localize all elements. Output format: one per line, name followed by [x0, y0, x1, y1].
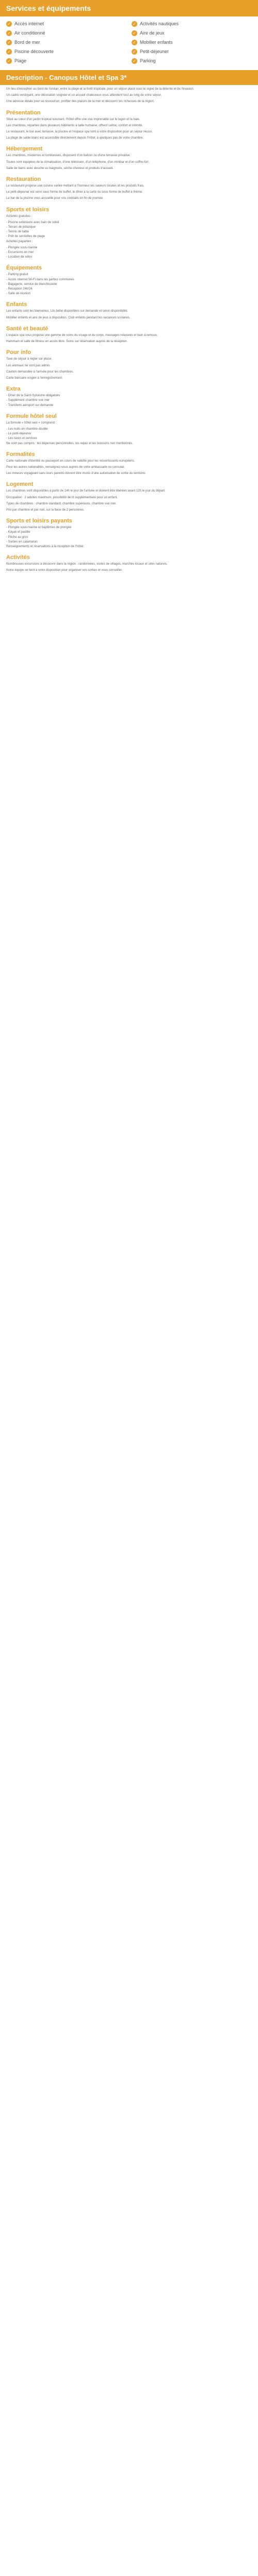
paragraph: Mobilier enfants et aire de jeux à disposition. Club enfants pendant les vacances scolaires. [6, 316, 131, 319]
paragraph: Caution demandée à l'arrivée pour les chambres. [6, 370, 74, 374]
paragraph: Activités gratuites : [6, 214, 33, 218]
section-title: Équipements [6, 265, 42, 272]
section-title: Restauration [6, 176, 41, 183]
service-label: Petit-déjeuner [140, 49, 169, 54]
paragraph: - Réception 24h/24 [6, 287, 33, 291]
paragraph: Notre équipe se tient à votre disposition pour organiser vos sorties et vous conseiller. [6, 569, 123, 572]
paragraph: - Excursions en mer [6, 251, 34, 255]
section-title: Santé et beauté [6, 325, 49, 332]
paragraph: Les chambres, réparties dans plusieurs bâtiments à taille humaine, offrent calme, confort et intimité. [6, 124, 143, 127]
paragraph: La formule « hôtel seul » comprend : [6, 421, 57, 425]
check-icon: ✓ [132, 21, 137, 27]
paragraph: - Kayak et paddle [6, 531, 30, 534]
section-title: Pour info [6, 349, 31, 356]
paragraph: Carte nationale d'identité ou passeport en cours de validité pour les ressortissants européens. [6, 459, 135, 463]
check-icon: ✓ [6, 30, 12, 36]
paragraph: Types de chambres : chambre standard, chambre supérieure, chambre vue mer. [6, 502, 117, 505]
paragraph: Occupation : 2 adultes maximum, possibilité de lit supplémentaire pour un enfant. [6, 496, 118, 499]
service-item [132, 30, 252, 36]
paragraph: Le petit-déjeuner est servi sous forme de buffet, le dîner à la carte ou sous forme de buffet à thème. [6, 191, 143, 194]
description-content [0, 85, 258, 585]
paragraph: Activités payantes : [6, 240, 33, 243]
service-label: Air conditionné [14, 30, 45, 36]
service-label: Plage [14, 58, 27, 63]
service-label: Mobilier enfants [140, 40, 173, 45]
paragraph: Les animaux ne sont pas admis. [6, 364, 51, 367]
section-title: Sports et loisirs [6, 206, 50, 213]
paragraph: - Terrain de pétanque [6, 226, 36, 229]
paragraph: Toutes sont équipées de la climatisation, d'une télévision, d'un téléphone, d'un minibar et d'un coffre-fort. [6, 160, 150, 164]
section-title: Enfants [6, 301, 27, 308]
service-item [6, 30, 126, 36]
paragraph: - Tennis de table [6, 230, 29, 234]
paragraph: Nombreuses excursions à découvrir dans la région : randonnées, visites de villages, marchés locaux et sites naturels. [6, 563, 168, 566]
check-icon: ✓ [6, 49, 12, 55]
paragraph: - Salle de réunion [6, 292, 31, 296]
check-icon: ✓ [6, 21, 12, 27]
check-icon: ✓ [6, 58, 12, 64]
section-title: Logement [6, 481, 34, 488]
paragraph: Le bar de la piscine vous accueille pour vos cocktails en fin de journée. [6, 197, 104, 200]
section-title: Extra [6, 386, 21, 393]
service-item [132, 58, 252, 64]
paragraph: - Les taxes et services [6, 437, 37, 440]
paragraph: - Plongée sous-marine et baptêmes de plongée [6, 526, 72, 530]
check-icon: ✓ [132, 58, 137, 64]
paragraph: Situé au cœur d'un jardin tropical luxuriant, l'hôtel offre une vue imprenable sur le lagon et la baie. [6, 117, 140, 121]
paragraph: - Le petit-déjeuner [6, 432, 31, 436]
paragraph: Un lieu d'exception au bord de l'océan, entre la plage et la forêt tropicale, pour un séjour placé sous le signe de la détente et de l'évasion. [6, 88, 195, 91]
service-label: Aire de jeux [140, 30, 165, 36]
paragraph: Le restaurant propose une cuisine variée mettant à l'honneur les saveurs locales et les produits frais. [6, 184, 144, 188]
paragraph: Carte bancaire exigée à l'enregistrement. [6, 376, 63, 380]
paragraph: - Sorties en catamaran [6, 540, 38, 544]
paragraph: Ne sont pas compris : les dépenses personnelles, les repas et les boissons non mentionnés. [6, 442, 133, 445]
section-title: Formule hôtel seul [6, 413, 57, 419]
paragraph: Les chambres sont disponibles à partir de 14h le jour de l'arrivée et doivent être libérées avant 12h le jour du départ. [6, 489, 166, 493]
paragraph: La plage de sable blanc est accessible directement depuis l'hôtel, à quelques pas de votre chambre. [6, 137, 144, 140]
service-item [6, 39, 126, 45]
paragraph: Renseignements et réservations à la réception de l'hôtel. [6, 545, 84, 548]
service-label: Parking [140, 58, 156, 63]
paragraph: Un cadre verdoyant, une décoration soignée et un accueil chaleureux vous attendent tout au long de votre séjour. [6, 94, 162, 97]
paragraph: - Parking gratuit [6, 273, 28, 277]
description-header: Description - Canopus Hôtel et Spa 3* [0, 70, 258, 85]
services-grid [0, 16, 258, 66]
paragraph: - Prêt de serviettes de plage [6, 235, 45, 239]
paragraph: Les mineurs voyageant sans leurs parents doivent être munis d'une autorisation de sortie du territoire. [6, 472, 146, 476]
service-item [132, 21, 252, 27]
paragraph: - Bagagerie, service de blanchisserie [6, 282, 57, 286]
service-label: Activités nautiques [140, 21, 179, 26]
paragraph: - Pêche au gros [6, 535, 28, 539]
paragraph: Le restaurant, le bar avec terrasse, la piscine et l'espace spa sont à votre disposition pour un séjour réussi. [6, 130, 153, 134]
paragraph: - Les nuits en chambre double [6, 427, 48, 431]
paragraph: - Supplément chambre vue mer [6, 399, 50, 402]
paragraph: Les enfants sont les bienvenus. Lits bébé disponibles sur demande et selon disponibilité. [6, 310, 128, 313]
service-item [6, 48, 126, 55]
paragraph: Une adresse idéale pour se ressourcer, profiter des plaisirs de la mer et découvrir les richesses de la région. [6, 100, 155, 104]
paragraph: Taxe de séjour à régler sur place. [6, 358, 52, 361]
paragraph: Pour les autres nationalités, renseignez-vous auprès de votre ambassade ou consulat. [6, 465, 125, 469]
service-item [132, 48, 252, 55]
paragraph: - Transferts aéroport sur demande [6, 403, 54, 407]
check-icon: ✓ [132, 40, 137, 45]
paragraph: Les chambres, modernes et lumineuses, disposent d'un balcon ou d'une terrasse privative. [6, 154, 131, 158]
paragraph: - Location de vélos [6, 256, 33, 259]
service-item [6, 58, 126, 64]
paragraph: Prix par chambre et par nuit, sur la base de 2 personnes. [6, 508, 85, 512]
service-label: Accès internet [14, 21, 44, 26]
services-header: Services et équipements [0, 0, 258, 16]
paragraph: - Plongée sous-marine [6, 246, 38, 249]
paragraph: Hammam et salle de fitness en accès libre. Soins sur réservation auprès de la réception. [6, 340, 128, 344]
paragraph: - Dîner de la Saint-Sylvestre obligatoire [6, 394, 60, 398]
section-title: Hébergement [6, 146, 43, 152]
section-title: Présentation [6, 109, 41, 116]
paragraph: - Piscine extérieure avec bain de soleil [6, 221, 59, 224]
check-icon: ✓ [6, 40, 12, 45]
check-icon: ✓ [132, 30, 137, 36]
paragraph: - Accès internet Wi-Fi dans les parties communes [6, 278, 74, 281]
paragraph: Salle de bains avec douche ou baignoire, sèche-cheveux et produits d'accueil. [6, 166, 114, 170]
section-title: Activités [6, 554, 30, 561]
service-label: Piscine découverte [14, 49, 54, 54]
service-item [132, 39, 252, 45]
service-label: Bord de mer [14, 40, 40, 45]
section-title: Formalités [6, 451, 35, 457]
check-icon: ✓ [132, 49, 137, 55]
paragraph: L'espace spa vous propose une gamme de soins du visage et du corps, massages relaxants et bain à remous. [6, 333, 158, 337]
section-title: Sports et loisirs payants [6, 518, 72, 524]
service-item [6, 21, 126, 27]
